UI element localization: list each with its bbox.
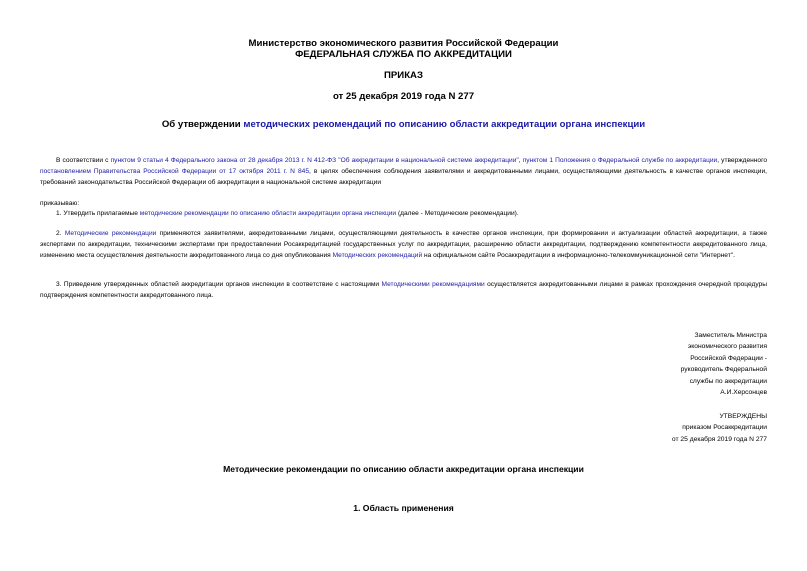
item3-text-1: 3. Приведение утвержденных областей аккредитации органов инспекции в соответствие с настоящими	[56, 281, 382, 288]
item2-link-1[interactable]: Методические рекомендации	[64, 230, 157, 237]
recommendations-title: Методические рекомендации по описанию области аккредитации органа инспекции	[223, 464, 584, 474]
doc-title	[0, 119, 807, 130]
service-name: ФЕДЕРАЛЬНАЯ СЛУЖБА ПО АККРЕДИТАЦИИ	[295, 49, 512, 60]
signature-line: руководитель Федеральной	[680, 366, 767, 374]
title-link[interactable]: методических рекомендаций по описанию области аккредитации органа инспекции	[243, 119, 646, 130]
doc-type: ПРИКАЗ	[384, 70, 423, 81]
title-prefix: Об утверждении	[161, 119, 244, 130]
government-decree-link[interactable]: постановлением Правительства Российской Федерации от 17 октября 2011 г. N 845	[40, 168, 310, 175]
preamble-text-3: , утвержденного	[717, 157, 768, 164]
federal-law-link[interactable]: пунктом 9 статьи 4 Федерального закона от 28 декабря 2013 г. N 412-ФЗ "Об аккредитации в национальной системе аккредитации"	[110, 157, 519, 164]
item1-text-2: (далее - Методические рекомендации).	[396, 210, 519, 217]
item2-text-3: на официальном сайте Росаккредитации в информационно-телекоммуникационной сети "Интернет".	[422, 252, 735, 259]
signature-line: экономического развития	[687, 343, 767, 351]
order-word: приказываю:	[40, 200, 80, 207]
approval-line: от 25 декабря 2019 года N 277	[671, 435, 767, 443]
section-1-title: 1. Область применения	[353, 503, 454, 513]
doc-date-number: от 25 декабря 2019 года N 277	[332, 91, 475, 102]
preamble-text-1: В соответствии с	[56, 157, 111, 164]
approval-line: приказом Росаккредитации	[682, 424, 767, 432]
item3-link[interactable]: Методическими рекомендациями	[381, 281, 485, 288]
preamble-text-4: , в целях обеспечения соблюдения заявителями и аккредитованными лицами, осуществляющими деятельность в качестве органов инспекции, требований законодательства Российской Федерации об аккредитации в национальной системе аккредитации	[40, 168, 767, 186]
regulation-link[interactable]: пунктом 1 Положения о Федеральной службе по аккредитации	[522, 157, 718, 164]
item-3	[40, 279, 767, 301]
item2-link-2[interactable]: Методических рекомендаций	[332, 252, 423, 259]
approval-block	[587, 411, 767, 445]
preamble-paragraph	[40, 155, 767, 188]
item-2	[40, 228, 767, 261]
signature-name: А.И.Херсонцев	[720, 389, 767, 397]
signature-line: службы по аккредитации	[689, 377, 767, 385]
approval-line: УТВЕРЖДЕНЫ	[719, 413, 767, 420]
item2-text-1: 2.	[56, 230, 65, 237]
item3-text-2: осуществляется аккредитованными лицами в рамках прохождения очередной процедуры подтверждения компетентности аккредитованного лица.	[40, 281, 768, 299]
item1-text-1: 1. Утвердить прилагаемые	[56, 210, 140, 217]
signature-block	[587, 330, 767, 398]
ministry-name: Министерство экономического развития Российской Федерации	[248, 38, 559, 49]
recommendations-link[interactable]: методические рекомендации по описанию области аккредитации органа инспекции	[139, 210, 397, 217]
preamble-text-2: ,	[518, 157, 523, 164]
item2-text-2: применяются заявителями, аккредитованными лицами, осуществляющими деятельность в качестве органов инспекции, при формировании и актуализации областей аккредитации, а также экспертами по аккредитации, техническими экспертами при предоставлении Росаккредитацией государственных услуг по аккредитации, расширению области аккредитации, подтверждению компетентности аккредитованного лица, изменению места осуществления деятельности аккредитованного лица со дня опубликования	[40, 230, 767, 259]
signature-line: Российской Федерации -	[690, 354, 767, 362]
signature-line: Заместитель Министра	[694, 332, 767, 339]
item-1	[40, 208, 767, 219]
